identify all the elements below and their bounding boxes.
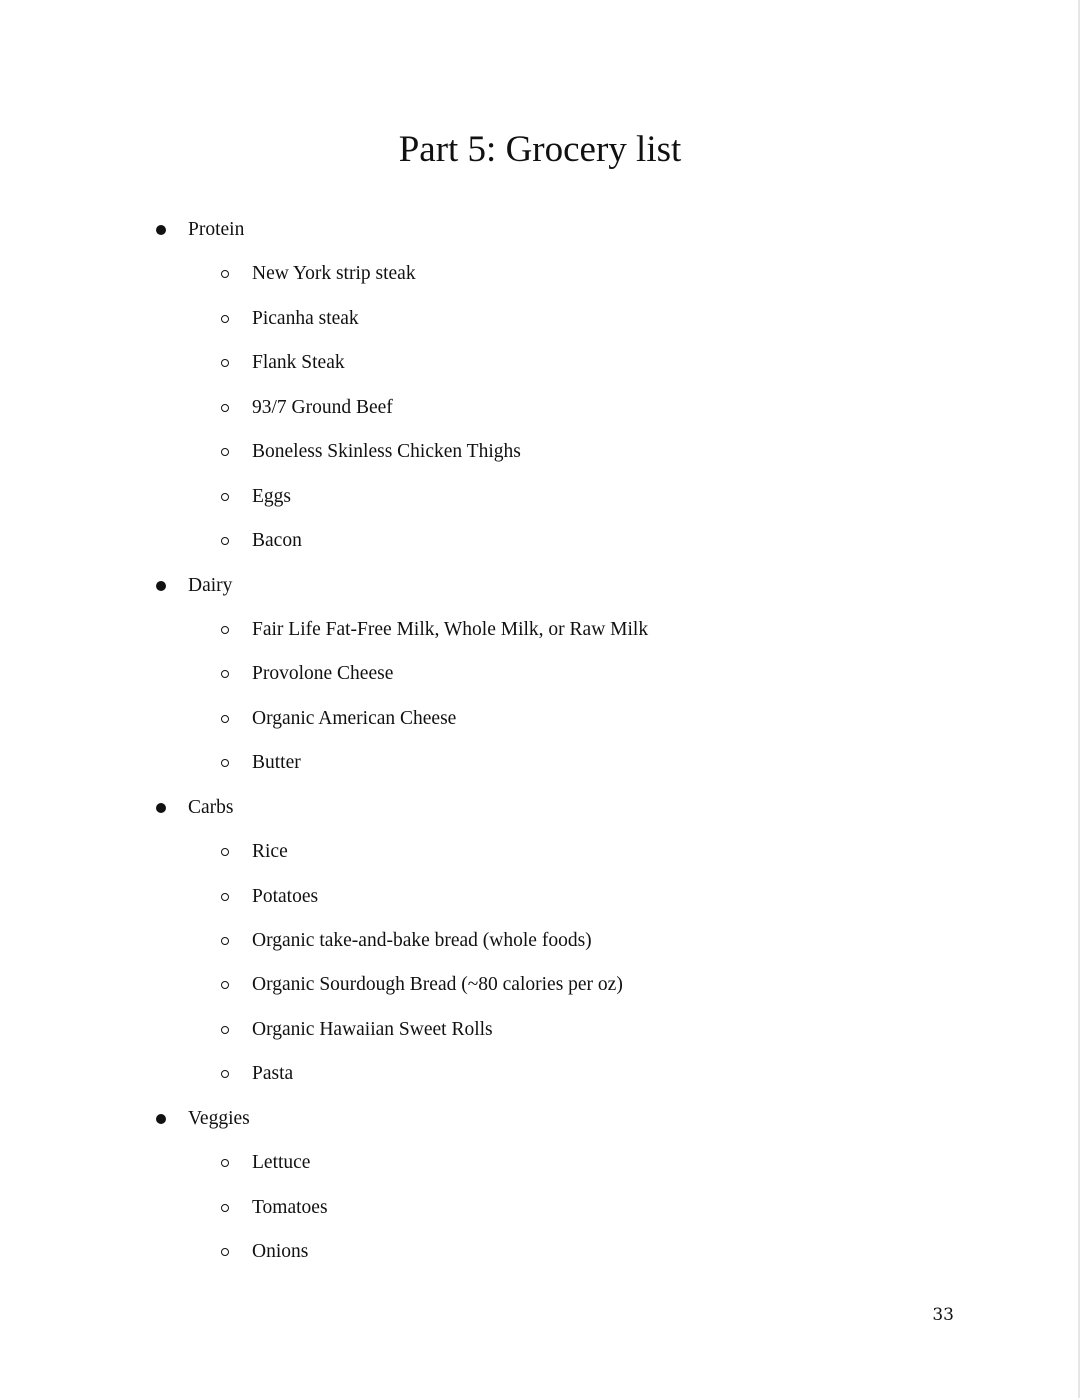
list-item-label: Tomatoes [252,1196,328,1218]
list-item [0,1186,1080,1230]
hollow-bullet-icon [221,715,229,723]
list-item-label: Pasta [252,1063,294,1085]
list-section-protein [0,208,1080,252]
filled-bullet-icon [156,225,166,235]
list-item-label: New York strip steak [252,263,416,285]
list-item [0,919,1080,963]
hollow-bullet-icon [221,981,229,989]
list-item [0,519,1080,563]
hollow-bullet-icon [221,1248,229,1256]
page-number: 33 [932,1305,954,1325]
section-label: Dairy [188,574,233,596]
list-item-label: Organic Sourdough Bread (~80 calories per oz) [252,974,623,996]
list-item-label: Eggs [252,485,291,507]
list-item-label: Onions [252,1241,309,1263]
list-item-label: Flank Steak [252,352,345,374]
list-item-label: Boneless Skinless Chicken Thighs [252,441,521,463]
hollow-bullet-icon [221,537,229,545]
list-item-label: Butter [252,752,301,774]
filled-bullet-icon [156,1114,166,1124]
list-item-label: 93/7 Ground Beef [252,396,393,418]
hollow-bullet-icon [221,315,229,323]
list-item-label: Provolone Cheese [252,663,394,685]
hollow-bullet-icon [221,759,229,767]
hollow-bullet-icon [221,848,229,856]
list-item [0,608,1080,652]
page-title: Part 5: Grocery list [398,129,682,170]
list-item [0,430,1080,474]
filled-bullet-icon [156,581,166,591]
list-item [0,252,1080,296]
list-item [0,741,1080,785]
list-item-label: Organic Hawaiian Sweet Rolls [252,1018,493,1040]
list-item-label: Potatoes [252,885,319,907]
hollow-bullet-icon [221,1204,229,1212]
list-item-label: Picanha steak [252,307,359,329]
list-item-label: Fair Life Fat-Free Milk, Whole Milk, or Raw Milk [252,618,649,640]
section-label: Veggies [188,1107,250,1129]
hollow-bullet-icon [221,893,229,901]
list-section-dairy [0,564,1080,608]
hollow-bullet-icon [221,626,229,634]
filled-bullet-icon [156,803,166,813]
hollow-bullet-icon [221,670,229,678]
list-item-label: Organic take-and-bake bread (whole foods) [252,930,592,951]
list-item [0,1141,1080,1185]
list-item [0,1052,1080,1096]
section-label: Carbs [188,796,234,818]
section-label: Protein [188,219,245,240]
hollow-bullet-icon [221,448,229,456]
list-item [0,697,1080,741]
list-section-carbs [0,786,1080,830]
hollow-bullet-icon [221,270,229,278]
list-item [0,297,1080,341]
list-item-label: Organic American Cheese [252,707,457,729]
list-item-label: Lettuce [252,1152,311,1174]
list-item [0,652,1080,696]
hollow-bullet-icon [221,1026,229,1034]
list-item [0,1008,1080,1052]
hollow-bullet-icon [221,1159,229,1167]
grocery-list [0,208,1080,1275]
list-item [0,386,1080,430]
list-item [0,475,1080,519]
list-item [0,963,1080,1007]
hollow-bullet-icon [221,937,229,945]
list-item [0,875,1080,919]
hollow-bullet-icon [221,359,229,367]
hollow-bullet-icon [221,1070,229,1078]
hollow-bullet-icon [221,493,229,501]
list-item [0,1230,1080,1274]
list-item [0,341,1080,385]
list-item-label: Bacon [252,530,302,552]
list-item-label: Rice [252,841,288,863]
list-item [0,830,1080,874]
hollow-bullet-icon [221,404,229,412]
list-section-veggies [0,1097,1080,1141]
